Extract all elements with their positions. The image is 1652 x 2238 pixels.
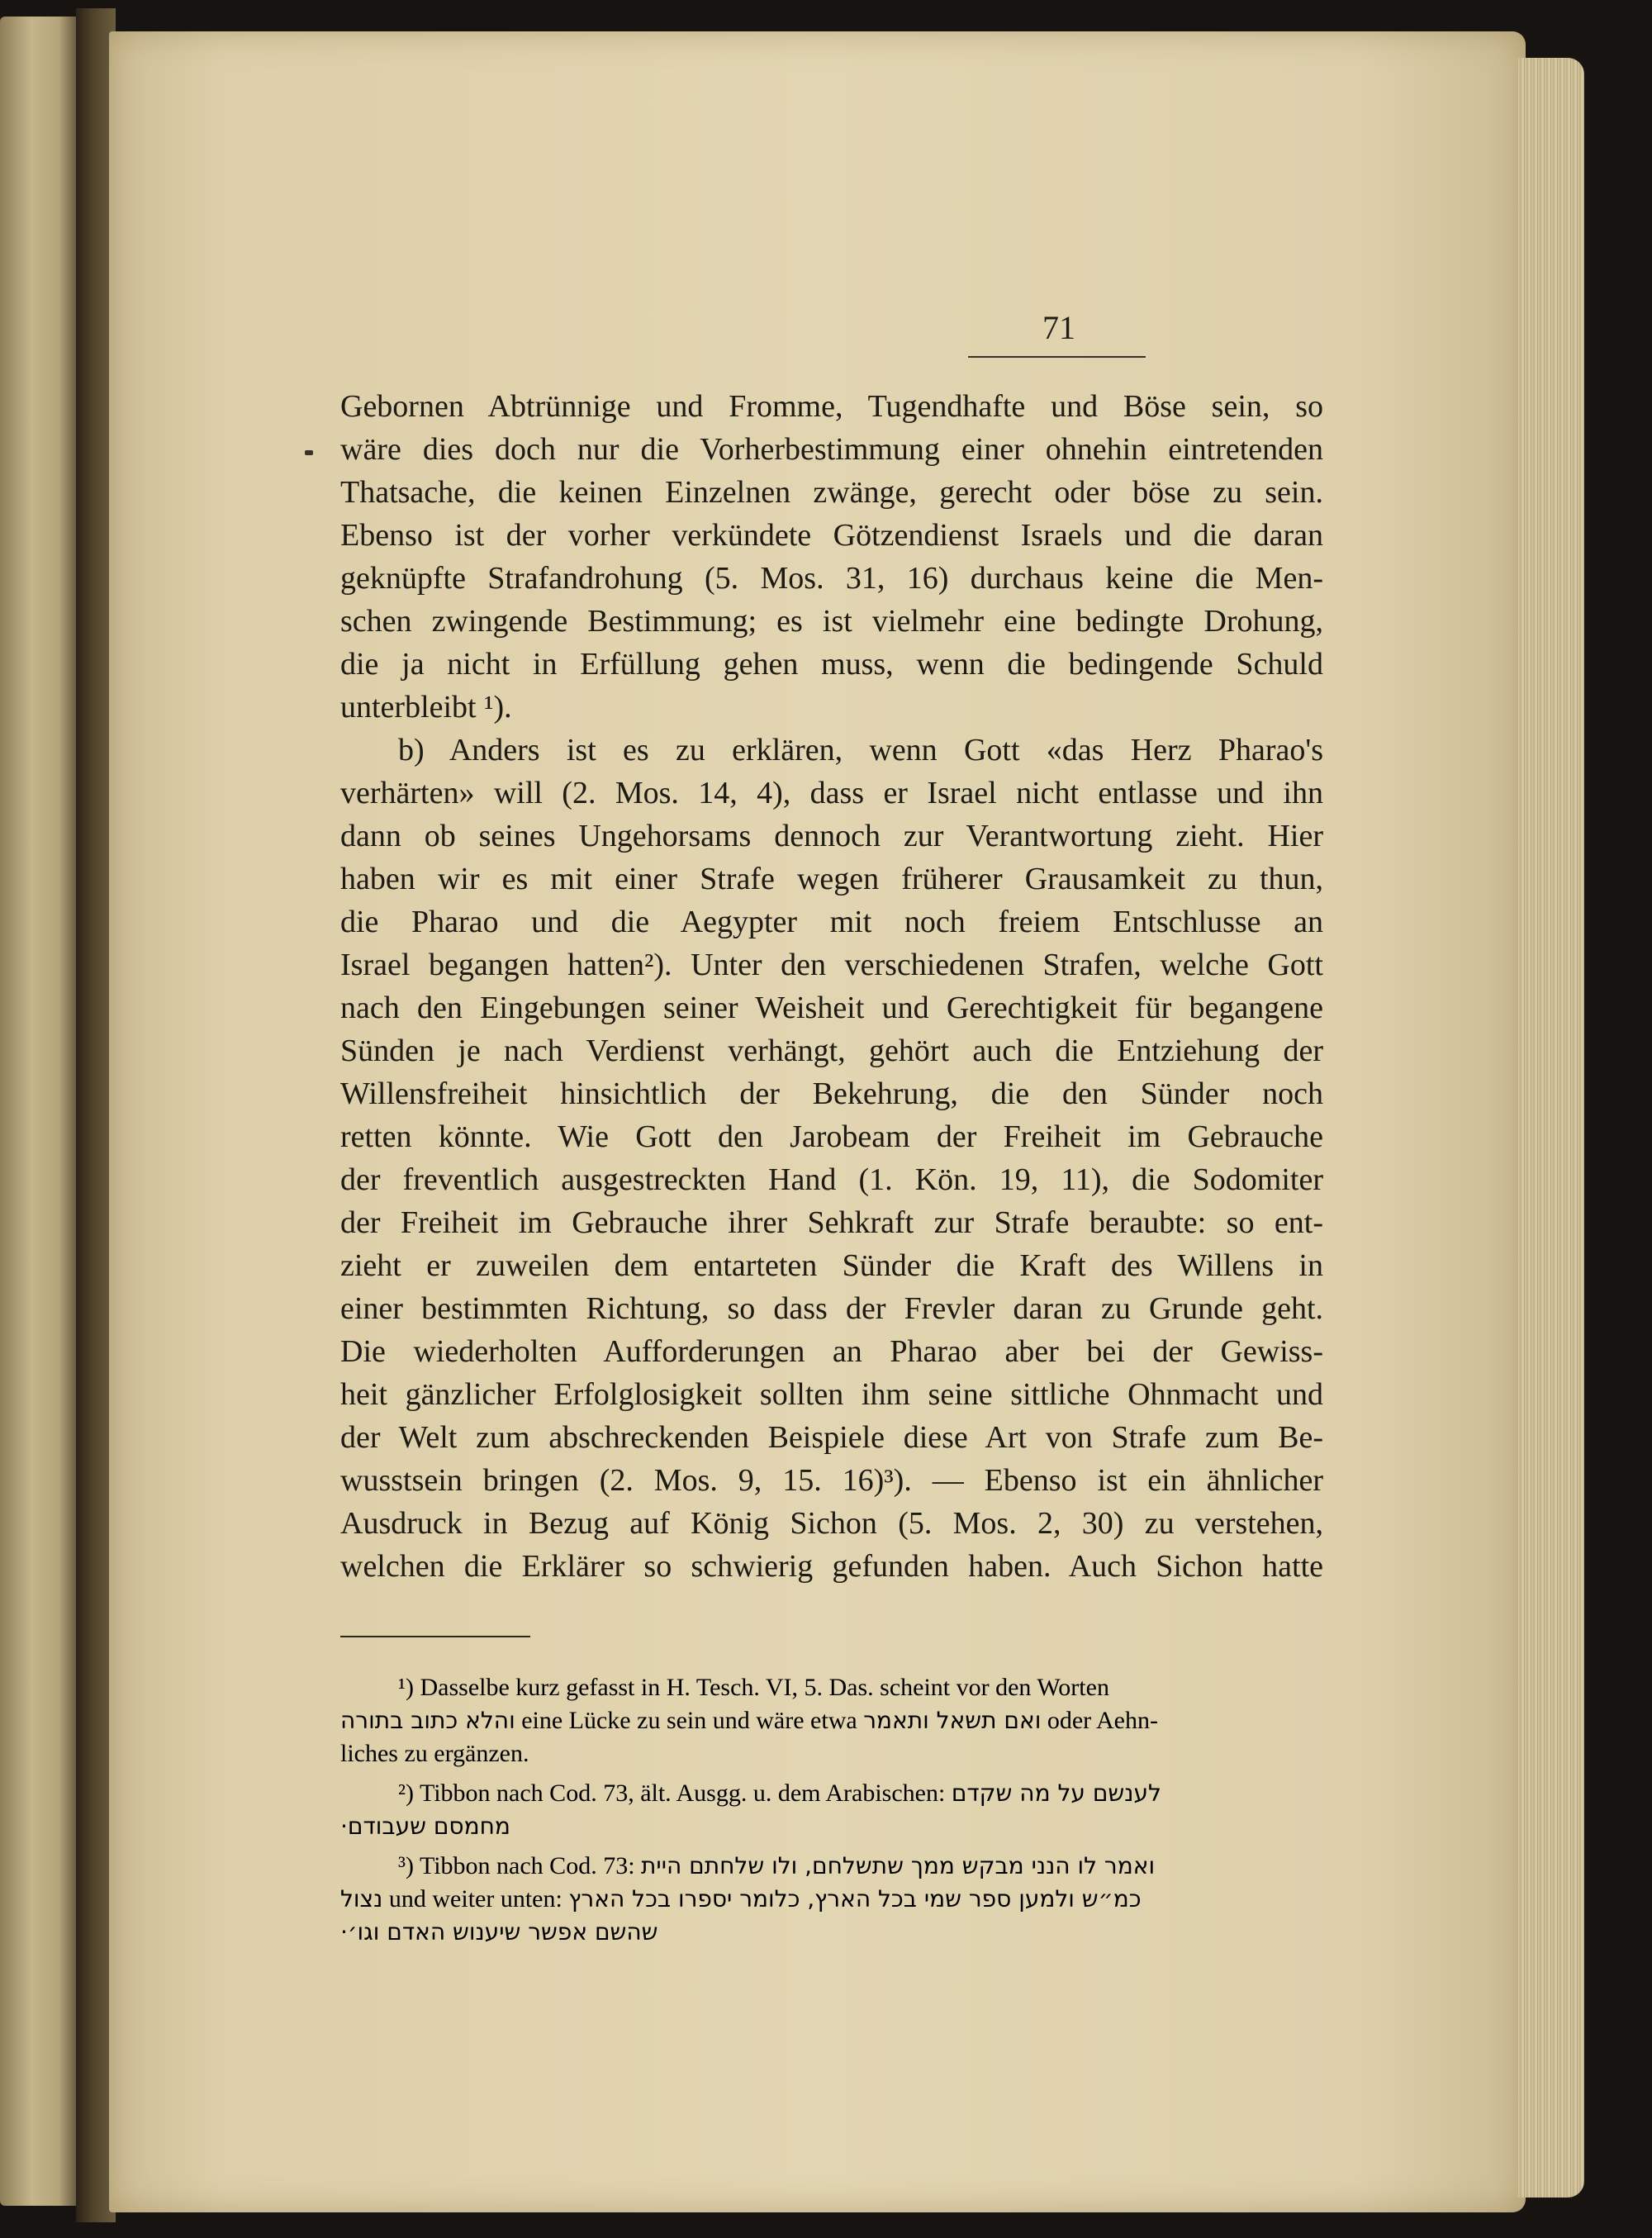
body-line: Willensfreiheit hinsichtlich der Bekehrung, die den Sünder noch: [340, 1076, 1323, 1111]
footnote-3-line-1: [340, 1850, 1323, 1883]
footnote-1-line-1: ¹) Dasselbe kurz gefasst in H. Tesch. VI, 5. Das. scheint vor den Worten: [398, 1674, 1109, 1701]
body-line: Die wiederholten Aufforderungen an Pharao aber bei der Gewiss-: [340, 1334, 1323, 1369]
body-line: welchen die Erklärer so schwierig gefunden haben. Auch Sichon hatte: [340, 1549, 1323, 1584]
page-number: 71: [1042, 309, 1075, 346]
footnote-2-line-2: [340, 1810, 1323, 1843]
footnote-1-line-2: [340, 1704, 1323, 1737]
hebrew-text: ואם תשאל ותאמר: [863, 1707, 1042, 1734]
footnote-3-line-2: [340, 1883, 1323, 1916]
body-line: Sünden je nach Verdienst verhängt, gehört auch die Entziehung der: [340, 1033, 1323, 1068]
body-line: b) Anders ist es zu erklären, wenn Gott «das Herz Pharao's: [398, 733, 1323, 767]
body-line: der Welt zum abschreckenden Beispiele diese Art von Strafe zum Be-: [340, 1420, 1323, 1455]
body-line: geknüpfte Strafandrohung (5. Mos. 31, 16) durchaus keine die Men-: [340, 561, 1323, 596]
page-stack-edge: [1518, 58, 1584, 2198]
hebrew-text: כמ״ש ולמען ספר שמי בכל הארץ, כלומר יספרו בכל הארץ: [568, 1885, 1142, 1913]
body-line: Ebenso ist der vorher verkündete Götzendienst Israels und die daran: [340, 518, 1323, 553]
footnote-text: ³) Tibbon nach Cod. 73:: [398, 1852, 642, 1879]
footnote-rule: [340, 1636, 530, 1637]
hebrew-text: מחמסם שעבודם·: [340, 1813, 510, 1840]
hebrew-text: נצול: [340, 1885, 383, 1913]
body-line: Thatsache, die keinen Einzelnen zwänge, gerecht oder böse zu sein.: [340, 475, 1323, 510]
body-line: die ja nicht in Erfüllung gehen muss, wenn die bedingende Schuld: [340, 647, 1323, 682]
footnote-text: und weiter unten:: [382, 1885, 569, 1913]
hebrew-text: והלא כתוב בתורה: [340, 1707, 515, 1734]
footnote-text: eine Lücke zu sein und wäre etwa: [515, 1707, 864, 1734]
hebrew-text: ואמר לו הנני מבקש ממך שתשלחם, ולו שלחתם היית: [641, 1852, 1156, 1879]
book-page: [109, 31, 1526, 2212]
hebrew-text: שהשם אפשר שיענוש האדם וגו׳·: [340, 1918, 658, 1946]
footnote-text: ²) Tibbon nach Cod. 73, ält. Ausgg. u. dem Arabischen:: [398, 1779, 952, 1807]
body-line: zieht er zuweilen dem entarteten Sünder die Kraft des Willens in: [340, 1248, 1323, 1283]
footnote-text: oder Aehn-: [1041, 1707, 1158, 1734]
stray-ink-mark: [305, 450, 313, 455]
hebrew-text: לענשם על מה שקדם: [951, 1779, 1161, 1807]
body-line: heit gänzlicher Erfolglosigkeit sollten ihm seine sittliche Ohnmacht und: [340, 1377, 1323, 1412]
page-number-rule: [968, 356, 1146, 358]
body-line: unterbleibt ¹).: [340, 690, 512, 725]
body-line: die Pharao und die Aegypter mit noch freiem Entschlusse an: [340, 905, 1323, 939]
body-line: der freventlich ausgestreckten Hand (1. Kön. 19, 11), die Sodomiter: [340, 1162, 1323, 1197]
body-line: Ausdruck in Bezug auf König Sichon (5. Mos. 2, 30) zu verstehen,: [340, 1506, 1323, 1541]
body-line: Israel begangen hatten²). Unter den verschiedenen Strafen, welche Gott: [340, 948, 1323, 982]
body-line: retten könnte. Wie Gott den Jarobeam der Freiheit im Gebrauche: [340, 1119, 1323, 1154]
body-line: der Freiheit im Gebrauche ihrer Sehkraft zur Strafe beraubte: so ent-: [340, 1205, 1323, 1240]
body-line: verhärten» will (2. Mos. 14, 4), dass er Israel nicht entlasse und ihn: [340, 776, 1323, 810]
body-line: nach den Eingebungen seiner Weisheit und Gerechtigkeit für begangene: [340, 991, 1323, 1025]
footnote-3-line-3: [340, 1916, 1323, 1949]
body-line: einer bestimmten Richtung, so dass der Frevler daran zu Grunde geht.: [340, 1291, 1323, 1326]
body-line: Gebornen Abtrünnige und Fromme, Tugendhafte und Böse sein, so: [340, 389, 1323, 424]
body-line: schen zwingende Bestimmung; es ist vielmehr eine bedingte Drohung,: [340, 604, 1323, 639]
body-line: dann ob seines Ungehorsams dennoch zur Verantwortung zieht. Hier: [340, 819, 1323, 853]
footnote-1-line-3: liches zu ergänzen.: [340, 1740, 529, 1767]
body-line: haben wir es mit einer Strafe wegen früherer Grausamkeit zu thun,: [340, 862, 1323, 896]
body-line: wäre dies doch nur die Vorherbestimmung einer ohnehin eintretenden: [340, 432, 1323, 467]
footnote-2-line-1: [340, 1777, 1323, 1810]
body-line: wusstsein bringen (2. Mos. 9, 15. 16)³). — Ebenso ist ein ähnlicher: [340, 1463, 1323, 1498]
facing-page-edge: [0, 17, 78, 2206]
